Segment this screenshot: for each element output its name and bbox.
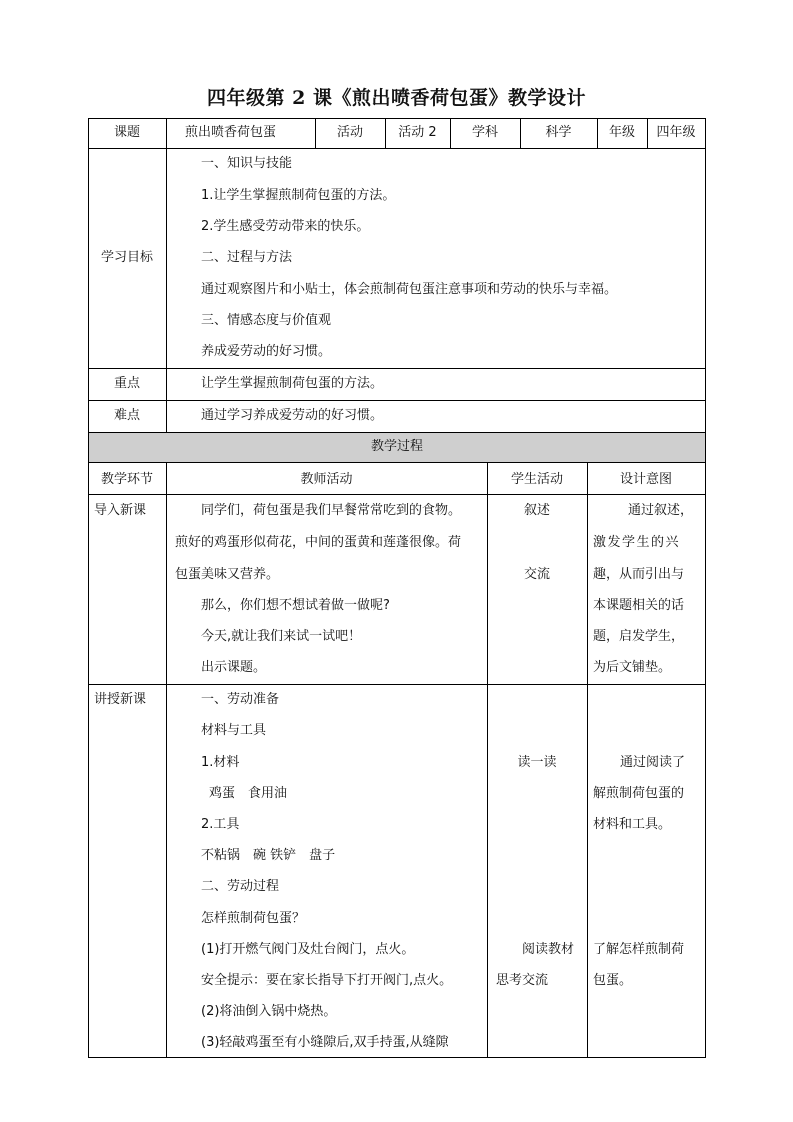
objective-line: 1.让学生掌握煎制荷包蛋的方法。 [201, 188, 396, 203]
activity-label: 活动 [336, 125, 363, 140]
new-lesson-teacher-line: 不粘锅 碗 铁铲 盘子 [201, 848, 336, 863]
student-column-header: 学生活动 [510, 472, 563, 487]
subject-value: 科学 [545, 125, 572, 140]
new-lesson-student-line: 读一读 [517, 755, 557, 770]
intent-column-header: 设计意图 [619, 472, 672, 487]
intro-stage: 导入新课 [94, 503, 147, 518]
intro-student-line: 交流 [523, 567, 550, 582]
new-lesson-intent-line: 了解怎样煎制荷 [593, 942, 685, 957]
stage-column-header: 教学环节 [100, 472, 153, 487]
grade-label: 年级 [608, 125, 635, 140]
new-lesson-teacher-line: (2)将油倒入锅中烧热。 [201, 1004, 337, 1019]
new-lesson-student-line: 阅读教材 [522, 942, 575, 957]
intro-intent-line: 题，启发学生， [593, 629, 685, 644]
activity-value: 活动 2 [398, 125, 437, 140]
teacher-column-header: 教师活动 [300, 472, 353, 487]
intro-teacher-line: 那么，你们想不想试着做一做呢? [201, 598, 390, 613]
difficulty-label: 难点 [113, 408, 140, 423]
objectives-label: 学习目标 [100, 250, 153, 265]
intro-teacher-line: 今天,就让我们来试一试吧！ [201, 629, 362, 644]
objective-line: 养成爱劳动的好习惯。 [201, 344, 332, 359]
key-point-text: 让学生掌握煎制荷包蛋的方法。 [201, 376, 384, 391]
lesson-label: 课题 [113, 125, 140, 140]
intro-intent-line: 通过叙述， [628, 503, 694, 518]
new-lesson-intent-line: 通过阅读了 [620, 755, 686, 770]
lesson-plan-table [88, 118, 706, 1058]
new-lesson-student-line: 思考交流 [496, 973, 549, 988]
lesson-value: 煎出喷香荷包蛋 [185, 125, 277, 140]
key-point-label: 重点 [113, 376, 140, 391]
intro-student-line: 叙述 [523, 503, 550, 518]
new-lesson-teacher-line: 鸡蛋 食用油 [209, 786, 288, 801]
new-lesson-intent-line: 材料和工具。 [593, 817, 672, 832]
difficulty-text: 通过学习养成爱劳动的好习惯。 [201, 408, 384, 423]
intro-teacher-line: 煎好的鸡蛋形似荷花，中间的蛋黄和莲蓬很像。荷 [175, 535, 462, 550]
intro-intent-line: 为后文铺垫。 [593, 660, 672, 675]
intro-teacher-line: 出示课题。 [201, 660, 267, 675]
intro-teacher-line: 包蛋美味又营养。 [175, 567, 280, 582]
objective-line: 二、过程与方法 [201, 250, 293, 265]
process-header: 教学过程 [370, 439, 423, 454]
objective-line: 一、知识与技能 [201, 156, 293, 171]
page-title: 四年级第 2 课《煎出喷香荷包蛋》教学设计 [207, 87, 586, 109]
new-lesson-teacher-line: 安全提示：要在家长指导下打开阀门,点火。 [201, 973, 453, 988]
new-lesson-teacher-line: 二、劳动过程 [201, 879, 280, 894]
new-lesson-teacher-line: 1.材料 [201, 755, 240, 770]
new-lesson-teacher-line: 一、劳动准备 [201, 692, 280, 707]
objective-line: 三、情感态度与价值观 [201, 313, 332, 328]
new-lesson-intent-line: 包蛋。 [593, 973, 633, 988]
intro-teacher-line: 同学们，荷包蛋是我们早餐常常吃到的食物。 [201, 503, 462, 518]
new-lesson-teacher-line: 怎样煎制荷包蛋？ [201, 911, 306, 926]
new-lesson-teacher-line: (3)轻敲鸡蛋至有小缝隙后,双手持蛋,从缝隙 [201, 1035, 449, 1050]
objective-line: 通过观察图片和小贴士，体会煎制荷包蛋注意事项和劳动的快乐与幸福。 [201, 282, 618, 297]
intro-intent-line: 激发学生的兴 [593, 535, 681, 550]
new-lesson-stage: 讲授新课 [94, 692, 147, 707]
objective-line: 2.学生感受劳动带来的快乐。 [201, 219, 370, 234]
intro-intent-line: 趣，从而引出与 [593, 567, 685, 582]
new-lesson-teacher-line: 2.工具 [201, 817, 240, 832]
intro-intent-line: 本课题相关的话 [593, 598, 685, 613]
new-lesson-teacher-line: 材料与工具 [201, 723, 267, 738]
new-lesson-intent-line: 解煎制荷包蛋的 [593, 786, 685, 801]
grade-value: 四年级 [656, 125, 696, 140]
subject-label: 学科 [471, 125, 498, 140]
new-lesson-teacher-line: (1)打开燃气阀门及灶台阀门，点火。 [201, 942, 415, 957]
